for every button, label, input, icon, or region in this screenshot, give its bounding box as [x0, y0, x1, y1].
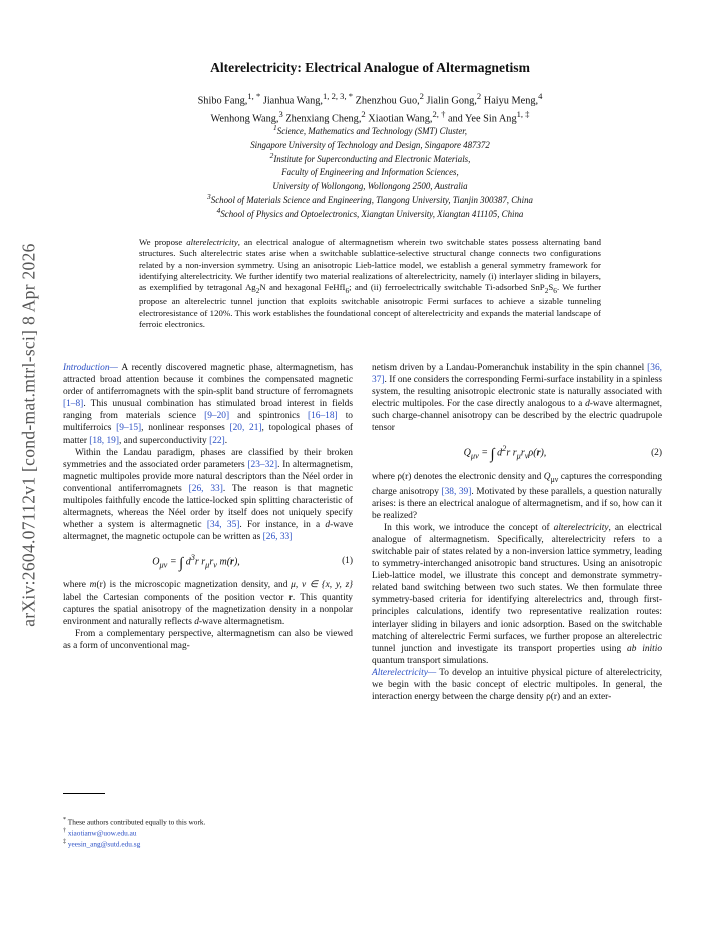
author-affiliation-mark: 1, ‡: [516, 108, 530, 119]
section-heading-introduction[interactable]: Introduction—: [63, 363, 118, 373]
author-affiliation-mark: 2: [361, 108, 366, 119]
arxiv-identifier: arXiv:2604.07112v1 [cond-mat.mtrl-sci] 8 Apr 2026: [18, 243, 39, 627]
affiliation-line: $^3$School of Materials Science and Engineering, Tiangong University, Tianjin 300387, China: [207, 191, 533, 205]
author-affiliation-mark: 3: [278, 108, 283, 119]
body-paragraph: where ρ(r) denotes the electronic density and $Q_{\mu\nu}$ captures the corresponding charge anisotropy [38, 39]. Motivated by these parallels, a question naturally arises: is there an electrical analogue of altermagnetism, and if so, how can it be realized?: [372, 471, 662, 521]
citation-link[interactable]: [9–20]: [204, 411, 230, 422]
footnote-email-2: ‡ yeesin_ang@sutd.edu.sg: [63, 839, 141, 849]
author-name: and Yee Sin Ang: [447, 113, 517, 125]
author-list: [110, 90, 630, 125]
citation-link[interactable]: [16–18]: [307, 411, 338, 422]
equation-1: [63, 546, 353, 576]
affiliation-line: University of Wollongong, Wollongong 2500, Australia: [272, 181, 468, 192]
email-link[interactable]: yeesin_ang@sutd.edu.sg: [67, 839, 141, 849]
paper-title: Alterelectricity: Electrical Analogue of Altermagnetism: [210, 60, 530, 75]
author-affiliation-mark: 1, *: [247, 91, 261, 101]
citation-link[interactable]: [36, 37]: [372, 363, 662, 386]
footnote-rule: [63, 793, 105, 794]
affiliations: [110, 123, 630, 219]
author-name: Jianhua Wang,: [262, 95, 323, 107]
body-paragraph: In this work, we introduce the concept of alterelectricity, an electrical analogue of altermagnetism. Specifically, alterelectricity refers to a switchable pair of states related by a non-inversion lattice symmetry, leading to symmetry-interchanged anisotropic band structures. Using an anisotropic Lieb-lattice model, we illustrate this concept and demonstrate symmetry-related band switching between two such states. We then formulate three symmetry-based criteria for identifying alterelectrics and, through first-principles calculations, identify two representative realization routes: interlayer sliding in bilayers and ionic adsorption. Based on the switchable matching of alterelectric Fermi surfaces, we further propose an alterelectric tunnel junction and investigate its transport properties using ab initio quantum transport simulations.: [372, 522, 663, 666]
affiliation-line: $^2$Institute for Superconducting and Electronic Materials,: [269, 150, 471, 164]
body-paragraph: netism driven by a Landau-Pomeranchuk instability in the spin channel [36, 37]. If one considers the corresponding Fermi-surface instability in a spinless system, the resulting anisotropic electronic state is naturally associated with electric multipoles. For the case directly analogous to a d-wave altermagnet, such charge-channel anisotropy can be described by the electric quadrupole tensor: [372, 363, 663, 434]
equation-number: (1): [342, 556, 353, 567]
author-name: Zhenzhou Guo,: [355, 95, 420, 107]
citation-link[interactable]: [26, 33]: [188, 483, 223, 494]
affiliation-line: $^1$Science, Mathematics and Technology (SMT) Cluster,: [273, 123, 467, 136]
footnotes: [63, 816, 353, 849]
author-affiliation-mark: 1, 2, 3, *: [323, 91, 354, 101]
author-affiliation-mark: 2, †: [432, 108, 446, 119]
citation-link[interactable]: [20, 21]: [229, 423, 262, 434]
author-affiliation-mark: 2: [419, 91, 424, 101]
body-paragraph: Within the Landau paradigm, phases are classified by their broken symmetries and the associated order parameters [23–32]. In altermagnetism, magnetic multipoles provide more natural descriptors than the Néel order in conventional antiferromagnets [26, 33]. The reason is that magnetic multipoles faithfully encode the lattice-locked spin splitting characteristic of altermagnets, whereas the Néel order by itself does not uniquely specify whether a system is altermagnetic [34, 35]. For instance, in a d-wave altermagnet, the magnetic octupole can be written as [26, 33]: [63, 447, 354, 543]
left-column: [63, 362, 353, 652]
footnote-equal-contribution: * These authors contributed equally to this work.: [63, 817, 206, 827]
affiliation-line: $^4$School of Physics and Optoelectronics, Xiangtan University, Xiangtan 411105, China: [216, 205, 524, 219]
email-link[interactable]: xiaotianw@uow.edu.au: [67, 828, 137, 838]
citation-link[interactable]: [22]: [209, 435, 225, 446]
body-paragraph: From a complementary perspective, altermagnetism can also be viewed as a form of unconventional mag-: [63, 628, 353, 651]
author-name: Wenhong Wang,: [210, 113, 279, 125]
equation-1-body: $O_{\mu\nu}$ = ∫ $d^3r$ $r_\mu r_\nu$ m(r),: [152, 552, 240, 572]
section-heading-alterelectricity[interactable]: Alterelectricity—: [372, 667, 437, 678]
abstract-emphasis: alterelectricity: [186, 237, 238, 247]
equation-2: [372, 438, 662, 468]
citation-link[interactable]: [18, 19]: [89, 435, 119, 446]
citation-link[interactable]: [26, 33]: [262, 532, 293, 543]
citation-link[interactable]: [1–8]: [63, 399, 84, 410]
body-paragraph: where m(r) is the microscopic magnetization density, and μ, ν ∈ {x, y, z} label the Cartesian components of the position vector r. This quantity captures the spatial anisotropy of the magnetization density in a nonpolar environment and naturally reflects d-wave altermagnetism.: [63, 580, 353, 627]
citation-link[interactable]: [34, 35]: [206, 520, 240, 531]
author-affiliation-mark: 4: [538, 91, 543, 101]
intro-paragraph: Introduction— A recently discovered magnetic phase, altermagnetism, has attracted broad attention because it combines the compensated magnetic order of antiferromagnets with the spin-split band structure of ferromagnets [1–8]. This unusual combination has stimulated broad interest in fields ranging from materials science [9–20] and spintronics [16–18] to multiferroics [9–15], nonlinear responses [20, 21], topological phases of matter [18, 19], and superconductivity [22].: [63, 363, 354, 446]
body-paragraph: Alterelectricity— To develop an intuitive physical picture of alterelectricity, we begin with the basic concept of electric multipoles. In general, the interaction energy between the charge density ρ(r) and an exter-: [372, 667, 662, 703]
author-affiliation-mark: 2: [476, 91, 482, 101]
author-line-1: [110, 90, 630, 108]
abstract: We propose alterelectricity, an electrical analogue of altermagnetism wherein two switchable states possess alternating band structures. Such alterelectric states arise when a switchable sublattice-selective structural change connects two configurations related by a non-inversion symmetry. Using an anisotropic Lieb-lattice model, we establish a general symmetry framework for identifying alterelectricity. We further identify two material realizations of alterelectricity, namely (i) interlayer sliding in bilayers, as exemplified by tetragonal $Ag_2N$ and hexagonal FeHfI$_6$; and (ii) ferroelectrically switchable Ti-adsorbed $SnP_2S_6$. We further propose an alterelectric tunnel junction that exploits switchable anisotropic Fermi surfaces to achieve a sizable tunneling electroresistance of 120%. This work establishes the foundational concept of alterelectricity and expands the material landscape of ferroic electronics.: [139, 237, 601, 329]
footnote-email-1: † xiaotianw@uow.edu.au: [63, 828, 137, 838]
author-name: Haiyu Meng,: [483, 95, 539, 107]
citation-link[interactable]: [23–32]: [247, 459, 278, 470]
equation-2-body: $Q_{\mu\nu}$ = ∫ $d^2r$ $r_\mu r_\nu\rho(r)$,: [463, 443, 547, 463]
affiliation-line: Singapore University of Technology and Design, Singapore 487372: [250, 139, 490, 150]
citation-link[interactable]: [9–15]: [116, 423, 142, 434]
author-name: Zhenxiang Cheng,: [285, 113, 362, 125]
author-name: Shibo Fang,: [197, 95, 248, 107]
arxiv-identifier-sidebar: [12, 175, 46, 695]
citation-link[interactable]: [38, 39]: [441, 486, 472, 497]
equation-number: (2): [651, 447, 662, 458]
author-name: Jialin Gong,: [426, 95, 477, 107]
affiliation-line: Faculty of Engineering and Information Sciences,: [281, 167, 459, 178]
author-name: Xiaotian Wang,: [368, 113, 433, 125]
right-column: [372, 362, 662, 703]
